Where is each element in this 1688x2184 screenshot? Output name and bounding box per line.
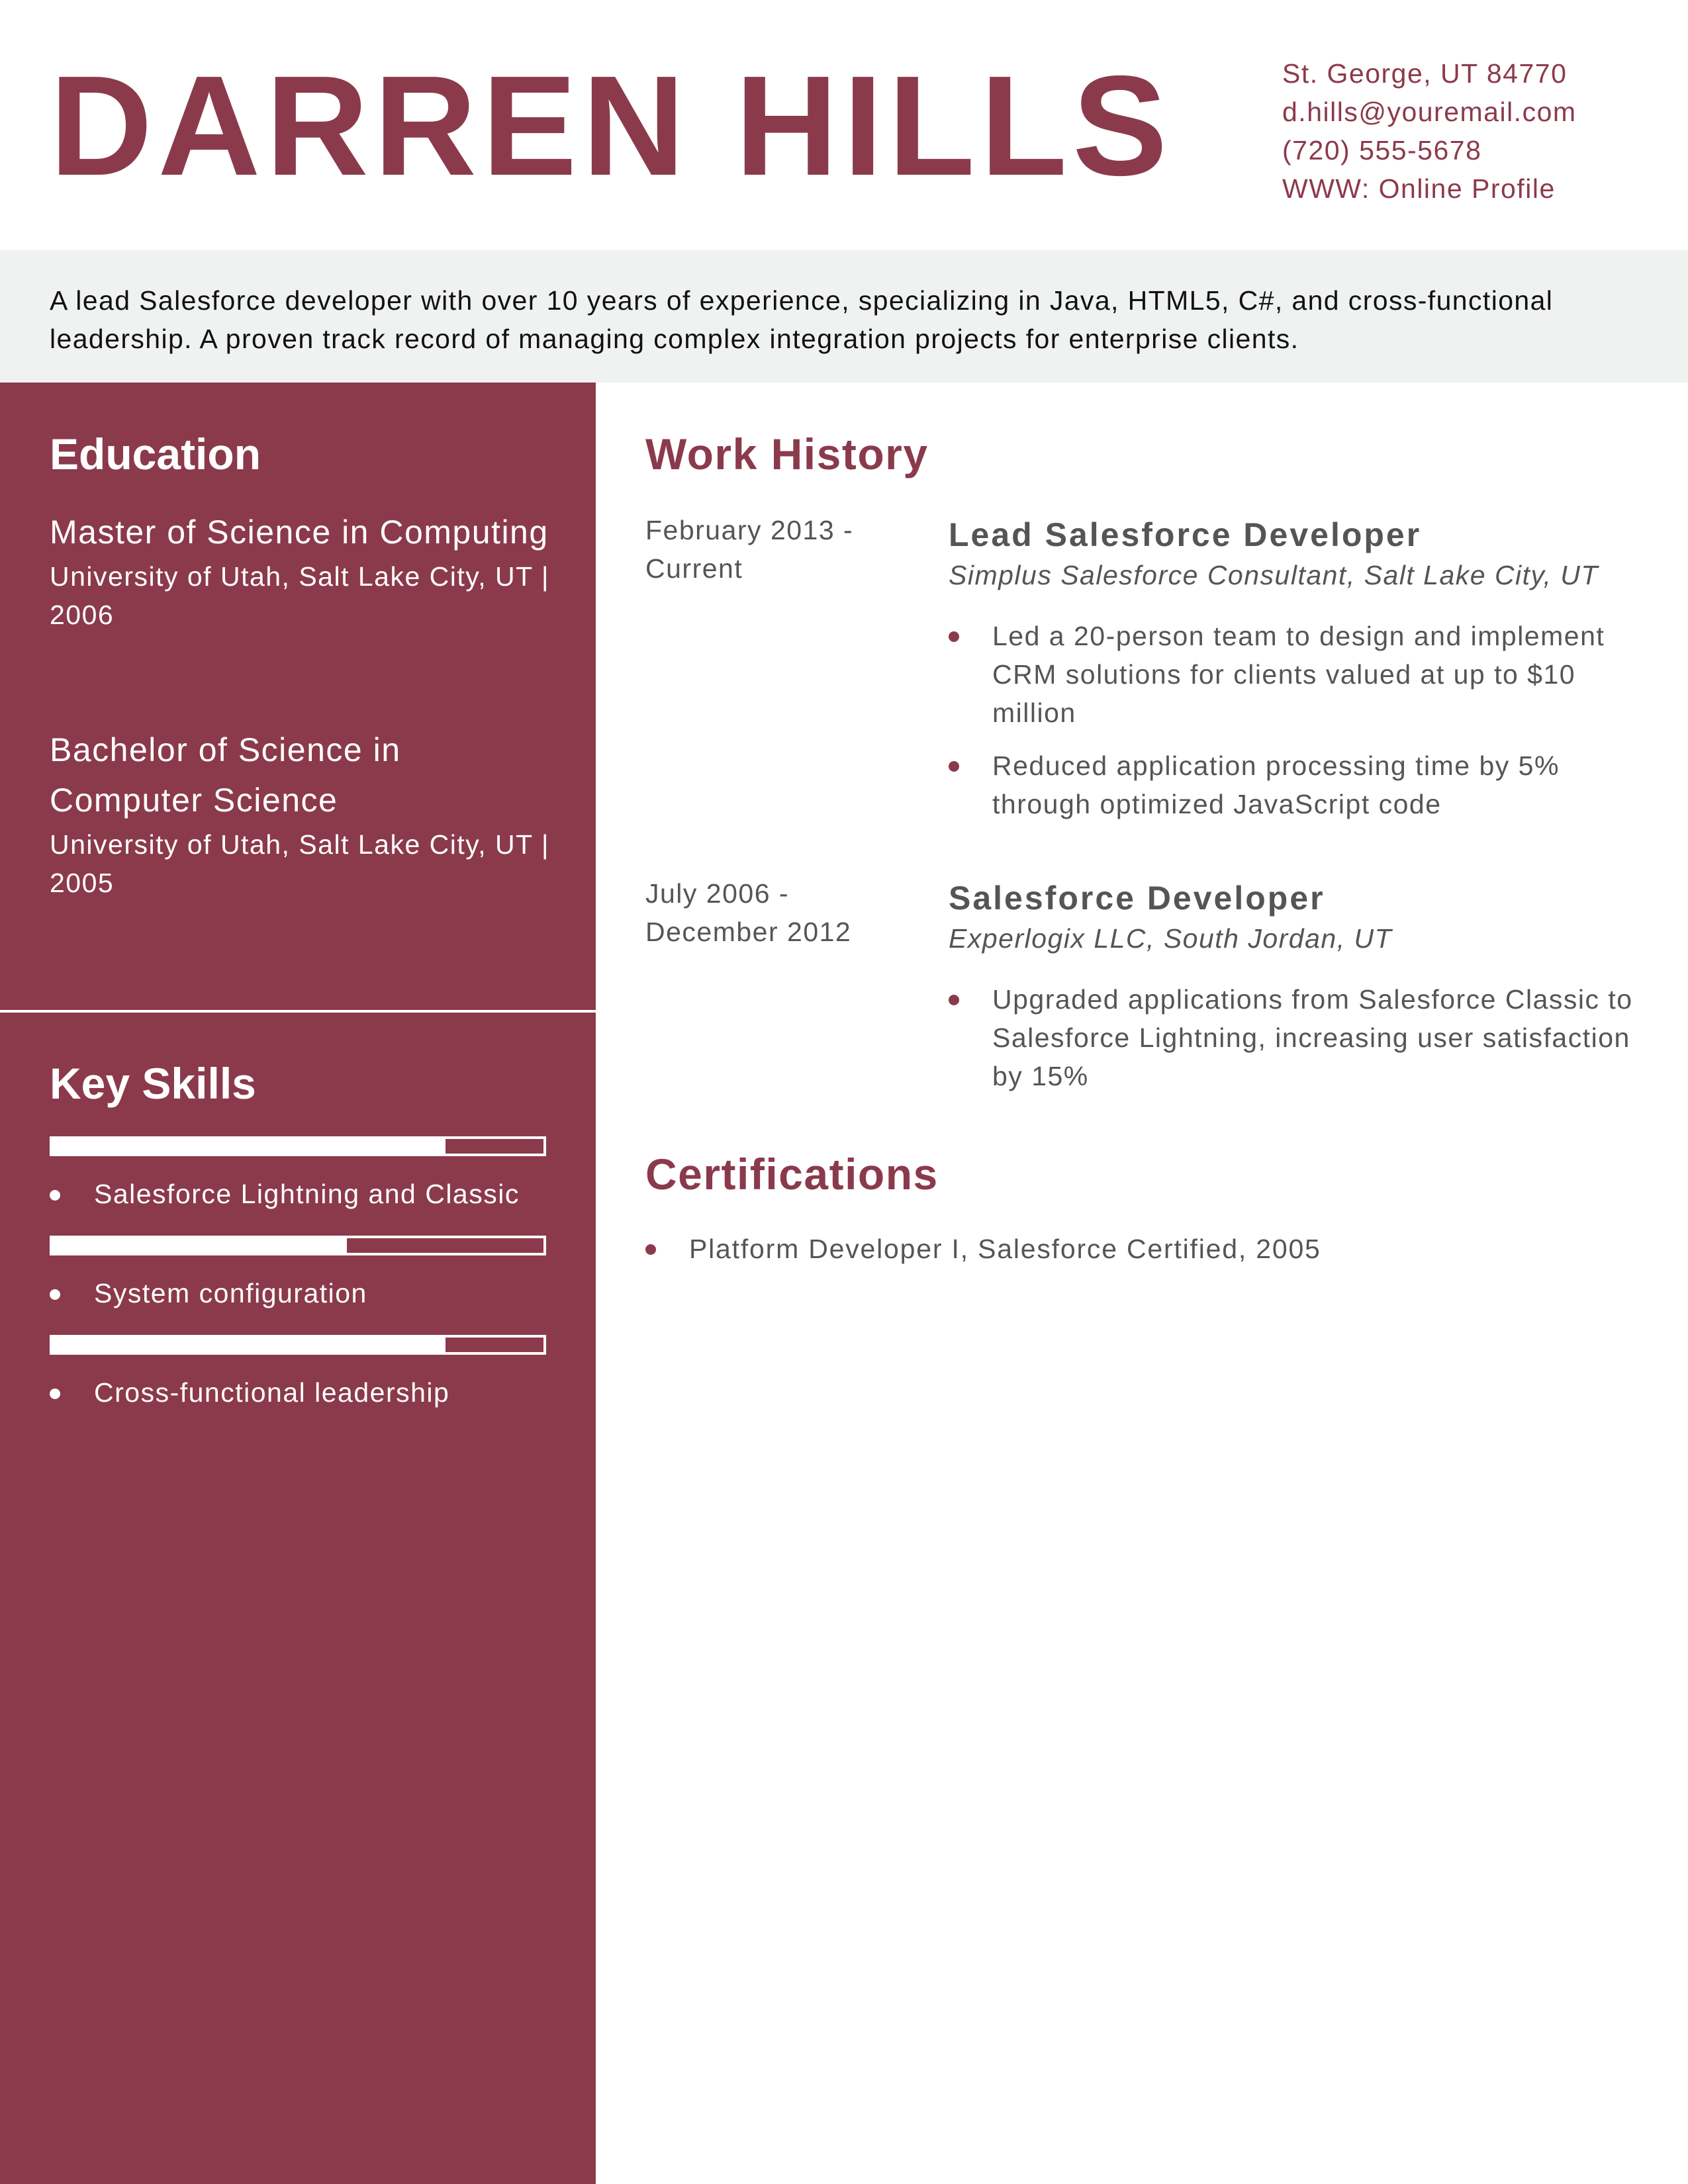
job-company: Experlogix LLC, South Jordan, UT bbox=[949, 923, 1393, 954]
education-degree: Bachelor of Science in Computer Science bbox=[50, 731, 401, 819]
job-dates: February 2013 - Current bbox=[645, 515, 854, 584]
job-dates: July 2006 - December 2012 bbox=[645, 878, 852, 947]
summary-text: A lead Salesforce developer with over 10 years of experience, specializing in Java, HTML5, C#, and cross-functional leadership. A proven track record of managing complex integration projects for enterprise clients. bbox=[50, 285, 1554, 354]
skill-label: System configuration bbox=[94, 1278, 367, 1308]
summary-band bbox=[0, 250, 1688, 383]
sidebar bbox=[0, 383, 596, 2184]
skills-heading: Key Skills bbox=[50, 1059, 256, 1108]
bullet-icon bbox=[949, 761, 959, 772]
bullet-icon bbox=[949, 995, 959, 1005]
work-history-heading: Work History bbox=[645, 430, 929, 478]
skill-level-fill bbox=[52, 1338, 445, 1352]
job-title: Salesforce Developer bbox=[949, 880, 1325, 917]
job-company: Simplus Salesforce Consultant, Salt Lake City, UT bbox=[949, 560, 1599, 590]
education-entry bbox=[50, 725, 553, 902]
contact-email: d.hills@youremail.com bbox=[1282, 97, 1577, 127]
contact-website: WWW: Online Profile bbox=[1282, 173, 1556, 204]
contact-address: St. George, UT 84770 bbox=[1282, 58, 1568, 89]
education-degree: Master of Science in Computing bbox=[50, 514, 549, 551]
bullet-icon bbox=[645, 1244, 656, 1255]
education-school: University of Utah, Salt Lake City, UT | 2006 bbox=[50, 561, 549, 630]
job-bullet-text: Led a 20-person team to design and implement CRM solutions for clients valued at up to $10 million bbox=[992, 621, 1605, 728]
bullet-icon bbox=[50, 1388, 60, 1399]
skill-item bbox=[50, 1236, 553, 1312]
skill-level-fill bbox=[52, 1139, 445, 1154]
job-bullet bbox=[949, 617, 1652, 732]
skill-item bbox=[50, 1136, 553, 1213]
job-bullet-text: Reduced application processing time by 5% through optimized JavaScript code bbox=[992, 751, 1560, 819]
certifications-heading: Certifications bbox=[645, 1150, 939, 1199]
sidebar-divider bbox=[0, 1010, 596, 1013]
job-bullet bbox=[949, 980, 1652, 1095]
skill-item bbox=[50, 1335, 553, 1412]
candidate-name: DARREN HILLS bbox=[50, 46, 1173, 205]
skill-level-bar bbox=[50, 1236, 546, 1255]
bullet-icon bbox=[50, 1190, 60, 1201]
bullet-icon bbox=[50, 1289, 60, 1300]
skill-level-fill bbox=[52, 1238, 347, 1253]
skill-label: Salesforce Lightning and Classic bbox=[94, 1179, 520, 1209]
skill-label: Cross-functional leadership bbox=[94, 1377, 450, 1408]
job-bullet-text: Upgraded applications from Salesforce Classic to Salesforce Lightning, increasing user satisfaction by 15% bbox=[992, 984, 1633, 1091]
certification-text: Platform Developer I, Salesforce Certified, 2005 bbox=[689, 1234, 1321, 1264]
certification-item bbox=[645, 1230, 1638, 1269]
job-bullets bbox=[949, 980, 1652, 1095]
contact-info bbox=[1282, 54, 1679, 208]
education-heading: Education bbox=[50, 430, 261, 478]
education-entry bbox=[50, 507, 553, 634]
bullet-icon bbox=[949, 631, 959, 642]
job-bullets bbox=[949, 617, 1652, 823]
job-bullet bbox=[949, 747, 1652, 823]
skill-level-bar bbox=[50, 1335, 546, 1355]
contact-phone: (720) 555-5678 bbox=[1282, 135, 1482, 165]
education-school: University of Utah, Salt Lake City, UT | 2005 bbox=[50, 829, 549, 898]
skill-level-bar bbox=[50, 1136, 546, 1156]
job-title: Lead Salesforce Developer bbox=[949, 516, 1422, 553]
